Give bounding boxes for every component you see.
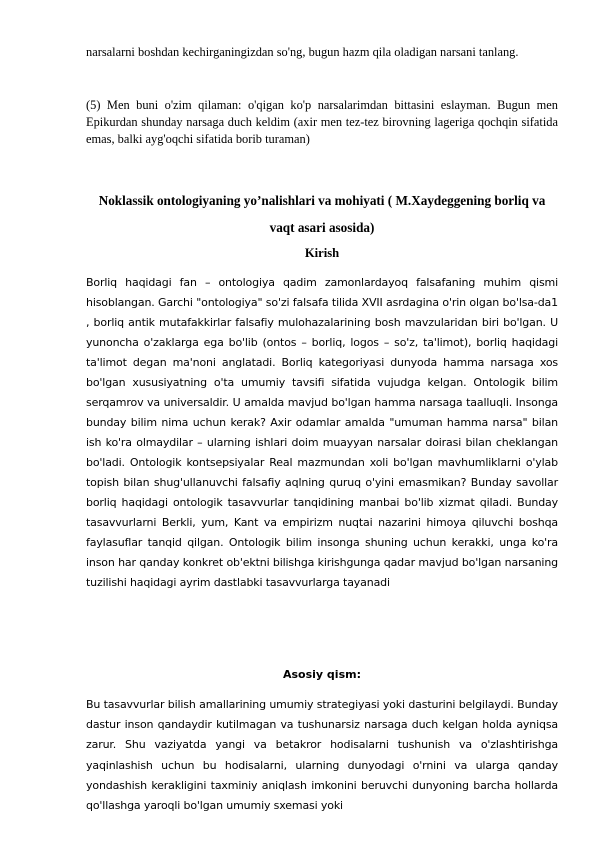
document-title: Noklassik ontologiyaning yo’nalishlari va mohiyati ( M.Xaydeggening borliq va vaqt asari asosida) <box>98 193 546 235</box>
asosiy-body-paragraph: Bu tasavvurlar bilish amallarining umumiy strategiyasi yoki dasturini belgilaydi. Bunday dastur inson qandaydir kutilmagan va tushunarsiz narsaga duch kelgan holda ayniqsa zarur. Shu vaziyatda yangi va betakror hodisalarni tushunish va o'zlashtirishga yaqinlashish uchun bu hodisalarni, ularning dunyodagi o'rnini va ularga qanday yondashish kerakligini taxminiy aniqlash imkonini beruvchi dunyoning barcha hollarda qo'llashga yaroqli bo'lgan umumiy sxemasi yoki <box>86 698 558 813</box>
section-heading-kirish: Kirish <box>304 246 340 260</box>
quote-paragraph: (5) Men buni o'zim qilaman: o'qigan ko'p narsalarimdan bittasini eslayman. Bugun men Epikurdan shunday narsaga duch keldim (axir men tez-tez birovning lageriga qochqin sifatida emas, balki ayg'oqchi sifatida borib turaman) <box>86 98 558 146</box>
intro-paragraph: narsalarni boshdan kechirganingizdan so'ng, bugun hazm qila oladigan narsani tanlang. <box>86 45 519 59</box>
section-heading-asosiy: Asosiy qism: <box>283 668 361 681</box>
kirish-body-paragraph: Borliq haqidagi fan – ontologiya qadim zamonlardayoq falsafaning muhim qismi hisoblangan. Garchi "ontologiya" so'zi falsafa tilida XVII asrdagina o'rin olgan bo'lsa-da1 , borliq antik mutafakkirlar falsafiy mulohazalarining bosh mavzularidan biri bo'lgan. U yunoncha o'zaklarga ega bo'lib (ontos – borliq, logos – so'z, ta'limot), borliq haqidagi ta'limot degan ma'noni anglatadi. Borliq kategoriyasi dunyoda hamma narsaga xos bo'lgan xususiyatning o'ta umumiy tavsifi sifatida vujudga kelgan. Ontologik bilim serqamrov va universaldir. U amalda mavjud bo'lgan hamma narsaga taalluqli. Insonga bunday bilim nima uchun kerak? Axir odamlar amalda "umuman hamma narsa" bilan ish ko'ra olmaydilar – ularning ishlari doim muayyan narsalar doirasi bilan cheklangan bo'ladi. Ontologik kontsepsiyalar Real mazmundan xoli bo'lgan mavhumliklarni o'ylab topish bilan shug'ullanuvchi falsafiy aqlning quruq o'yini emasmikan? Bunday savollar borliq haqidagi ontologik tasavvurlar tanqidining manbai bo'lib xizmat qiladi. Bunday tasavvurlarni Berkli, yum, Kant va empirizm nuqtai nazarini himoya qiluvchi boshqa faylasuflar tanqid qilgan. Ontologik bilim insonga shuning uchun kerakki, unga ko'ra inson har qanday konkret ob'ektni bilishga kirishgunga qadar mavjud bo'lgan narsaning tuzilishi haqidagi ayrim dastlabki tasavvurlarga tayanadi <box>86 276 558 589</box>
